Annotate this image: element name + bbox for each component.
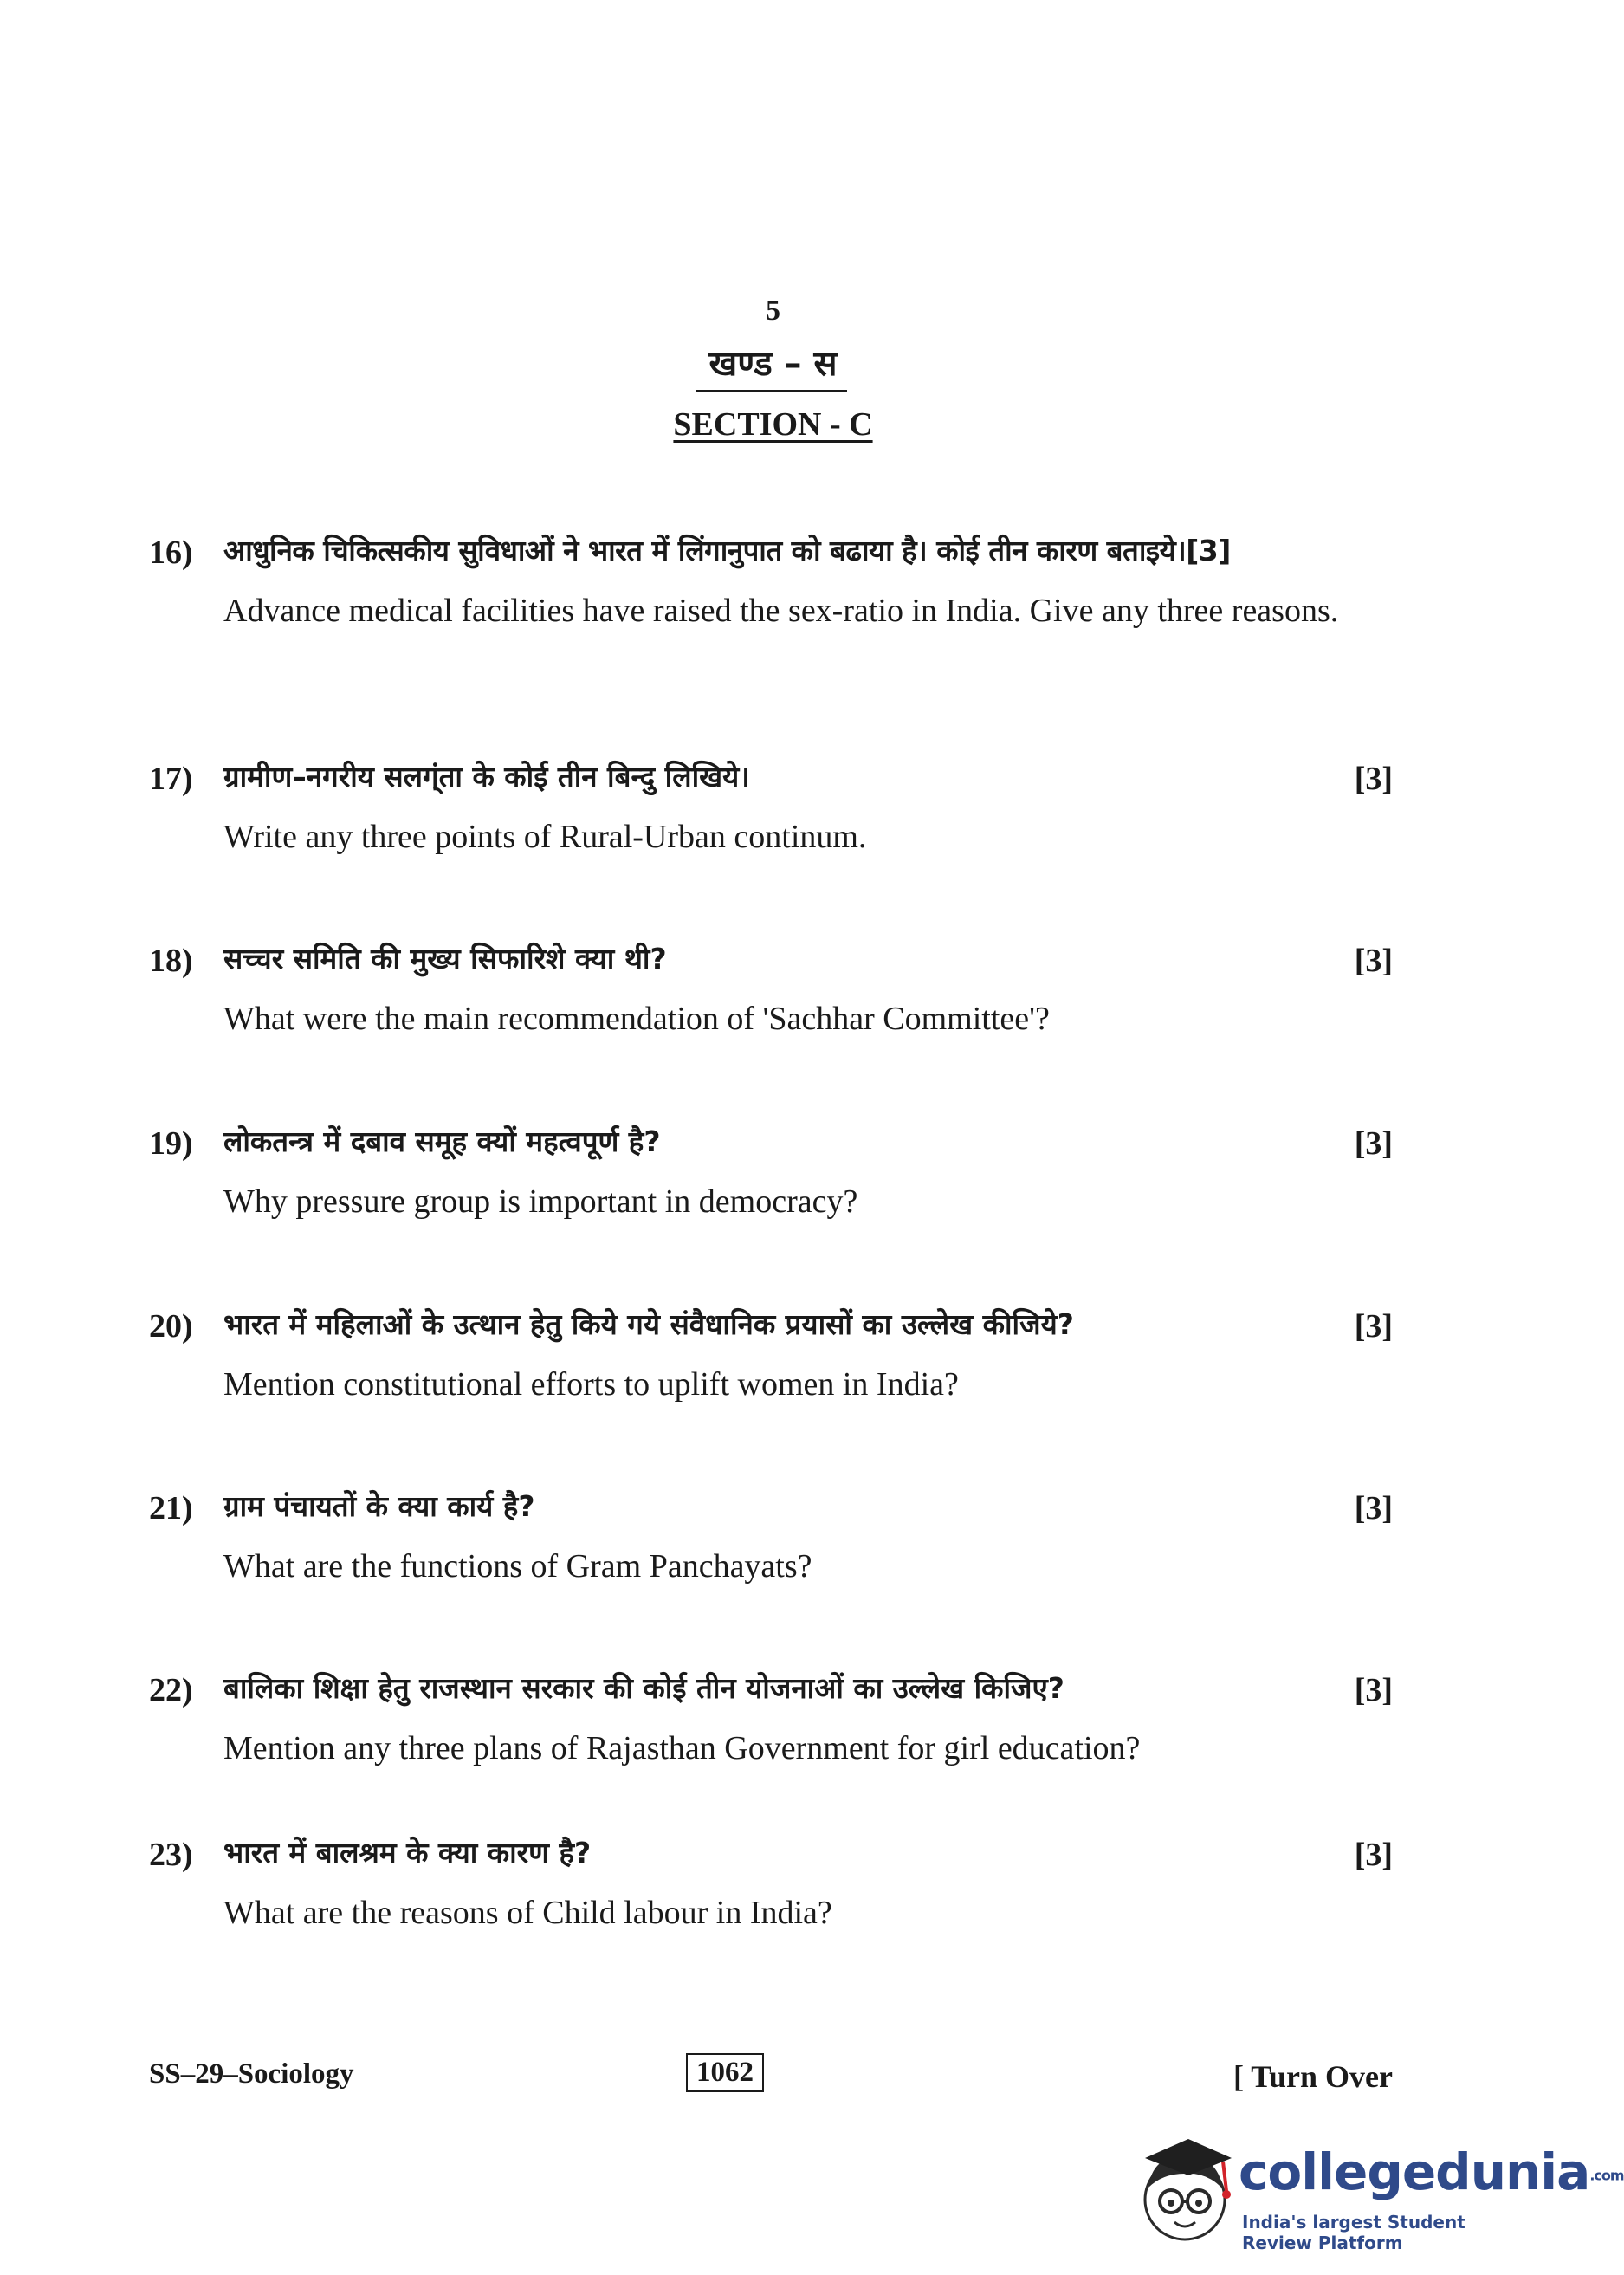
question-number: 20) [149,1308,193,1345]
question-english-text: Advance medical facilities have raised the sex-ratio in India. Give any three reasons. [223,593,1339,629]
question-marks: [3] [1354,1837,1393,1873]
question-hindi-text: आधुनिक चिकित्सकीय सुविधाओं ने भारत में लिंगानुपात को बढाया है। कोई तीन कारण बताइये।[3] [223,534,1231,567]
paper-code: SS–29–Sociology [149,2058,354,2090]
turn-over-note: [ Turn Over [1233,2059,1393,2094]
question-marks: [3] [1354,761,1393,797]
watermark-tagline: India's largest Student Review Platform [1242,2212,1465,2253]
question-marks: [3] [1354,1490,1393,1526]
question-17 [149,756,1393,860]
collegedunia-watermark [1135,2127,1624,2257]
question-21 [149,1486,1393,1590]
question-english-text: What are the functions of Gram Panchayats? [223,1548,812,1585]
question-16 [149,530,1393,634]
question-english-text: What were the main recommendation of 'Sachhar Committee'? [223,1001,1050,1037]
question-hindi-text: बालिका शिक्षा हेतु राजस्थान सरकार की कोई तीन योजनाओं का उल्लेख किजिए? [223,1671,1064,1705]
question-marks: [3] [1354,1308,1393,1345]
watermark-brand-name: collegedunia.com [1239,2142,1624,2201]
paper-serial-number: 1062 [686,2053,764,2092]
section-title-divider [696,390,847,392]
section-title-hindi: खण्ड – स [708,344,838,384]
section-title-english: SECTION - C [673,406,873,443]
question-hindi-text: ग्रामीण–नगरीय सलग्ंता के कोई तीन बिन्दु लिखिये। [223,760,750,794]
question-marks: [3] [1354,1125,1393,1162]
question-number: 18) [149,943,193,979]
question-number: 19) [149,1125,193,1162]
question-22 [149,1668,1393,1772]
question-number: 23) [149,1837,193,1873]
question-hindi-text: भारत में महिलाओं के उत्थान हेतु किये गये संवैधानिक प्रयासों का उल्लेख कीजिये? [223,1307,1074,1341]
question-marks: [3] [1354,1672,1393,1708]
question-hindi-text: लोकतन्त्र में दबाव समूह क्यों महत्वपूर्ण है? [223,1125,661,1158]
question-18 [149,938,1393,1042]
question-23 [149,1832,1393,1936]
question-number: 21) [149,1490,193,1526]
question-english-text: Mention any three plans of Rajasthan Government for girl education? [223,1730,1141,1766]
question-english-text: Mention constitutional efforts to uplift women in India? [223,1366,959,1403]
question-hindi-text: सच्चर समिति की मुख्य सिफारिशे क्या थी? [223,942,667,975]
page-footer [149,2053,1393,2097]
question-english-text: What are the reasons of Child labour in India? [223,1895,832,1931]
question-number: 16) [149,535,193,571]
question-number: 17) [149,761,193,797]
page-number: 5 [766,295,780,327]
question-hindi-text: भारत में बालश्रम के क्या कारण है? [223,1836,592,1870]
mascot-icon [1135,2127,1239,2257]
question-19 [149,1121,1393,1225]
question-hindi-text: ग्राम पंचायतों के क्या कार्य है? [223,1489,535,1523]
question-english-text: Write any three points of Rural-Urban continum. [223,819,867,855]
question-english-text: Why pressure group is important in democracy? [223,1183,858,1220]
question-marks: [3] [1354,943,1393,979]
question-20 [149,1304,1393,1408]
question-number: 22) [149,1672,193,1708]
